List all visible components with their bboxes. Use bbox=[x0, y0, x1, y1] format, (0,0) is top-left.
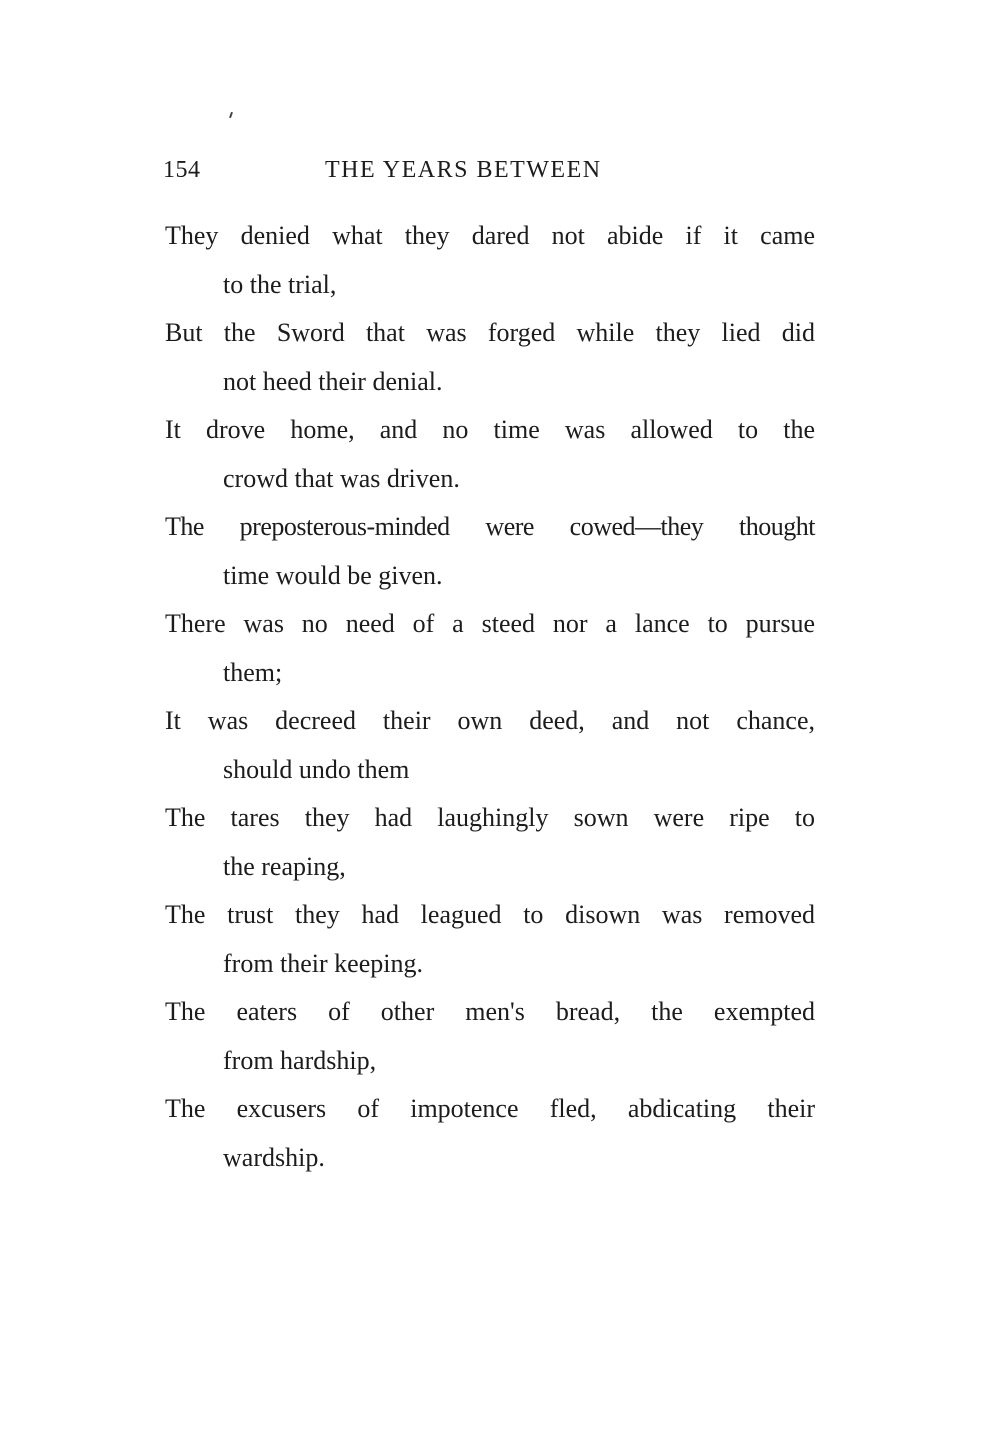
poem-line-continuation: crowd that was driven. bbox=[223, 463, 460, 493]
poem-line-continuation: not heed their denial. bbox=[223, 366, 443, 396]
couplet bbox=[165, 697, 815, 794]
poem-line: The tares they had laughingly sown were ripe to bbox=[165, 803, 815, 832]
poem-line-continuation: from hardship, bbox=[223, 1045, 377, 1075]
poem-line: They denied what they dared not abide if it came bbox=[165, 221, 815, 250]
poem-line: The preposterous-minded were cowed—they thought bbox=[165, 512, 815, 541]
page-number: 154 bbox=[163, 157, 201, 183]
poem-line-continuation: from their keeping. bbox=[223, 948, 423, 978]
couplet bbox=[165, 794, 815, 891]
poem-line-continuation: the reaping, bbox=[223, 851, 346, 881]
couplet bbox=[165, 406, 815, 503]
poem-line-continuation: should undo them bbox=[223, 754, 410, 784]
ink-speck bbox=[229, 112, 233, 118]
poem-line-continuation: to the trial, bbox=[223, 269, 337, 299]
couplet bbox=[165, 988, 815, 1085]
couplet bbox=[165, 1085, 815, 1182]
poem-line: The trust they had leagued to disown was removed bbox=[165, 900, 815, 929]
poem-line: There was no need of a steed nor a lance to pursue bbox=[165, 609, 815, 638]
couplet bbox=[165, 600, 815, 697]
poem-line-continuation: wardship. bbox=[223, 1142, 325, 1172]
couplet bbox=[165, 212, 815, 309]
running-title: THE YEARS BETWEEN bbox=[325, 157, 602, 183]
poem-line: The eaters of other men's bread, the exempted bbox=[165, 997, 815, 1026]
couplet bbox=[165, 891, 815, 988]
poem-line: It was decreed their own deed, and not chance, bbox=[165, 706, 815, 735]
poem-line-continuation: them; bbox=[223, 657, 283, 687]
poem-line: But the Sword that was forged while they lied did bbox=[165, 318, 815, 347]
poem-line: It drove home, and no time was allowed to the bbox=[165, 415, 815, 444]
poem-line-continuation: time would be given. bbox=[223, 560, 443, 590]
poem-body bbox=[165, 212, 815, 1182]
couplet bbox=[165, 503, 815, 600]
poem-line: The excusers of impotence fled, abdicating their bbox=[165, 1094, 815, 1123]
page-header bbox=[163, 157, 813, 193]
couplet bbox=[165, 309, 815, 406]
